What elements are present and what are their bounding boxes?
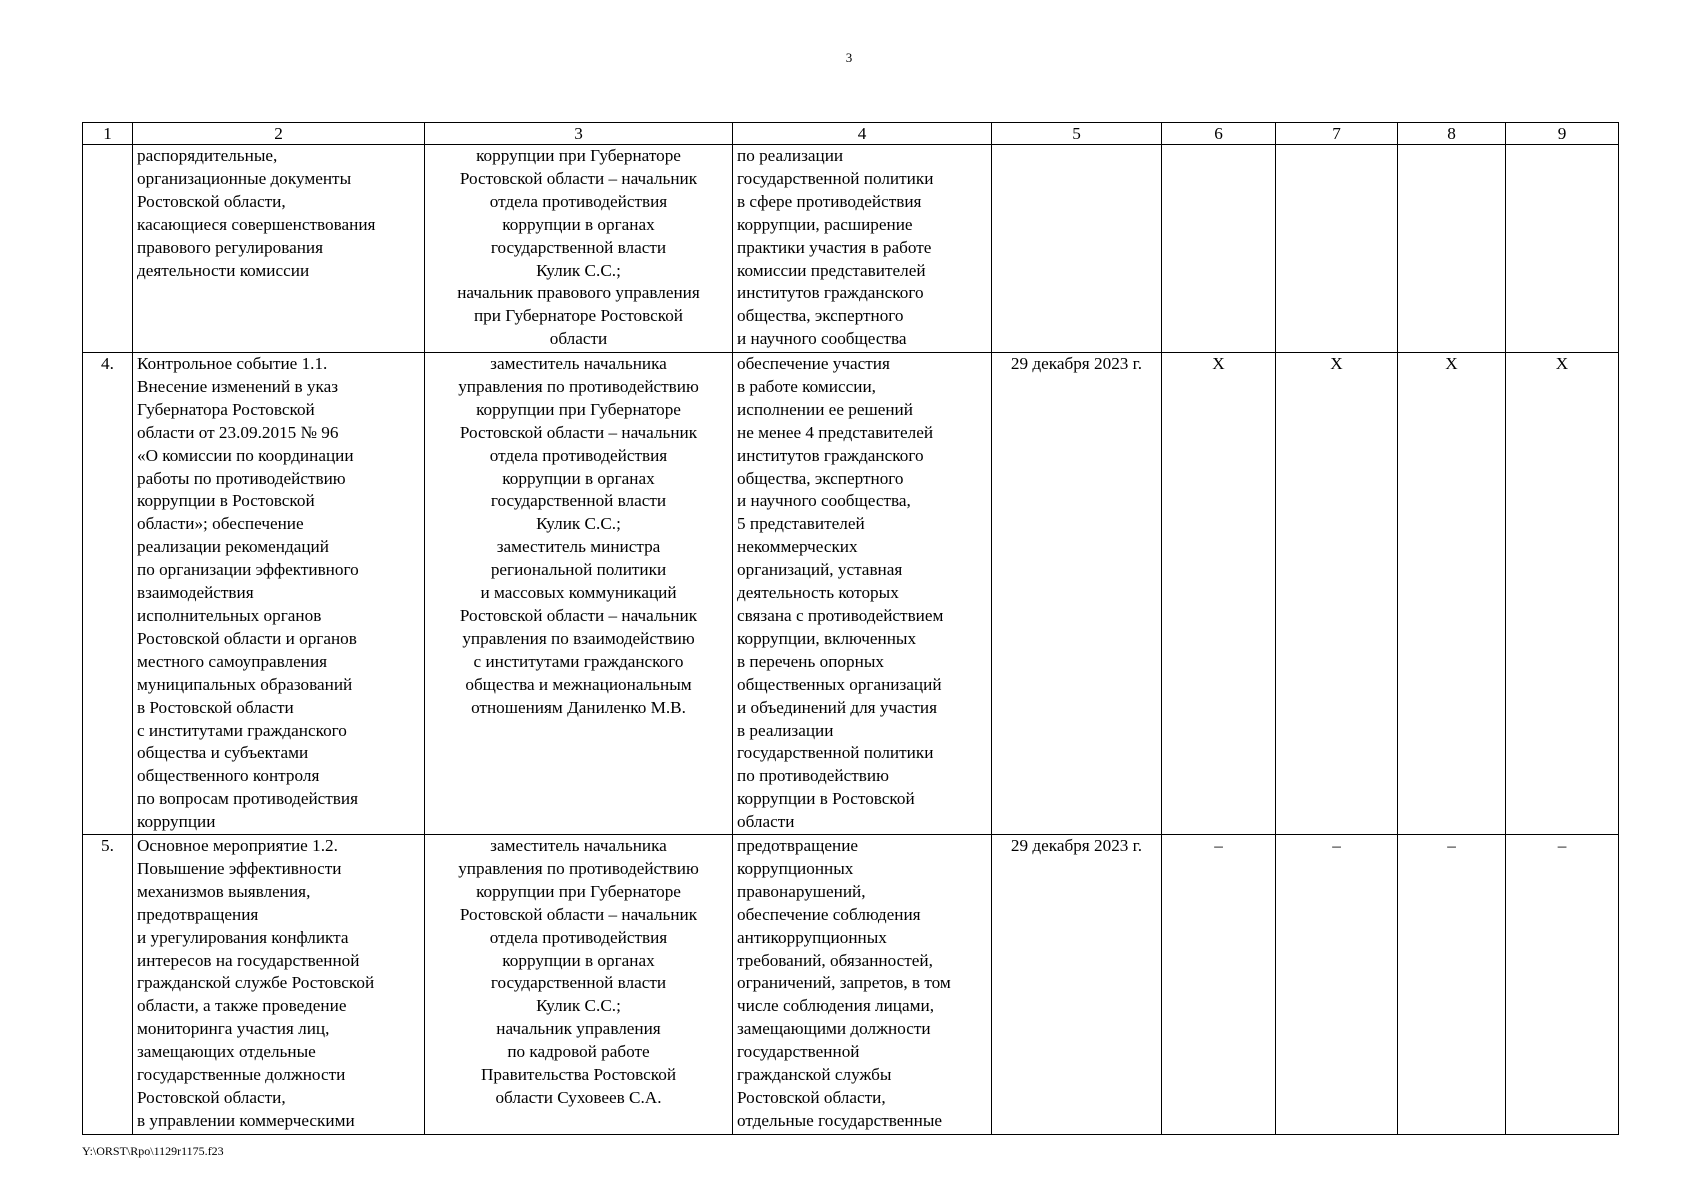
cell-col-9: X [1506,353,1619,835]
expected-result: обеспечение участия в работе комиссии, исполнении ее решений не менее 4 представителей институтов гражданского общества, экспертного и научного сообщества, 5 представителей некоммерческих организаций, уставная деятельность которых связана с противодействием коррупции, включенных в перечень опорных общественных организаций и объединений для участия в реализации государственной политики по противодействию коррупции в Ростовской области [733,353,992,835]
table-row [83,835,1619,1135]
responsible-person: коррупции при Губернаторе Ростовской области – начальник отдела противодействия коррупции в органах государственной власти Кулик С.С.; начальник правового управления при Губернаторе Ростовской области [425,145,733,353]
cell-col-6: X [1162,353,1276,835]
responsible-person: заместитель начальника управления по противодействию коррупции при Губернаторе Ростовской области – начальник отдела противодействия коррупции в органах государственной власти Кулик С.С.; начальник управления по кадровой работе Правительства Ростовской области Суховеев С.А. [425,835,733,1135]
table-row [83,145,1619,353]
column-number: 8 [1398,123,1506,145]
expected-result: по реализации государственной политики в сфере противодействия коррупции, расширение практики участия в работе комиссии представителей институтов гражданского общества, экспертного и научного сообщества [733,145,992,353]
cell-col-8: X [1398,353,1506,835]
column-number: 1 [83,123,133,145]
measure-name: Контрольное событие 1.1. Внесение изменений в указ Губернатора Ростовской области от 23.09.2015 № 96 «О комиссии по координации работы по противодействию коррупции в Ростовской области»; обеспечение реализации рекомендаций по организации эффективного взаимодействия исполнительных органов Ростовской области и органов местного самоуправления муниципальных образований в Ростовской области с институтами гражданского общества и субъектами общественного контроля по вопросам противодействия коррупции [133,353,425,835]
cell-col-8: – [1398,835,1506,1135]
column-number: 2 [133,123,425,145]
expected-result: предотвращение коррупционных правонарушений, обеспечение соблюдения антикоррупционных требований, обязанностей, ограничений, запретов, в том числе соблюдения лицами, замещающими должности государственной гражданской службы Ростовской области, отдельные государственные [733,835,992,1135]
row-number [83,145,133,353]
measure-name: распорядительные, организационные документы Ростовской области, касающиеся совершенствования правового регулирования деятельности комиссии [133,145,425,353]
file-path-footer: Y:\ORST\Rpo\1129r1175.f23 [82,1144,224,1158]
deadline: 29 декабря 2023 г. [992,353,1162,835]
column-number: 9 [1506,123,1619,145]
measures-table [82,122,1619,1135]
column-number: 3 [425,123,733,145]
cell-col-9: – [1506,835,1619,1135]
column-number-row [83,123,1619,145]
cell-col-7: – [1276,835,1398,1135]
measure-name: Основное мероприятие 1.2. Повышение эффективности механизмов выявления, предотвращения и урегулирования конфликта интересов на государственной гражданской службе Ростовской области, а также проведение мониторинга участия лиц, замещающих отдельные государственные должности Ростовской области, в управлении коммерческими [133,835,425,1135]
row-number: 4. [83,353,133,835]
cell-col-9 [1506,145,1619,353]
page-number: 3 [845,50,853,65]
column-number: 4 [733,123,992,145]
row-number: 5. [83,835,133,1135]
column-number: 5 [992,123,1162,145]
responsible-person: заместитель начальника управления по противодействию коррупции при Губернаторе Ростовской области – начальник отдела противодействия коррупции в органах государственной власти Кулик С.С.; заместитель министра региональной политики и массовых коммуникаций Ростовской области – начальник управления по взаимодействию с институтами гражданского общества и межнациональным отношениям Даниленко М.В. [425,353,733,835]
deadline [992,145,1162,353]
table-row [83,353,1619,835]
column-number: 7 [1276,123,1398,145]
cell-col-8 [1398,145,1506,353]
cell-col-6 [1162,145,1276,353]
column-number: 6 [1162,123,1276,145]
cell-col-6: – [1162,835,1276,1135]
deadline: 29 декабря 2023 г. [992,835,1162,1135]
cell-col-7: X [1276,353,1398,835]
cell-col-7 [1276,145,1398,353]
